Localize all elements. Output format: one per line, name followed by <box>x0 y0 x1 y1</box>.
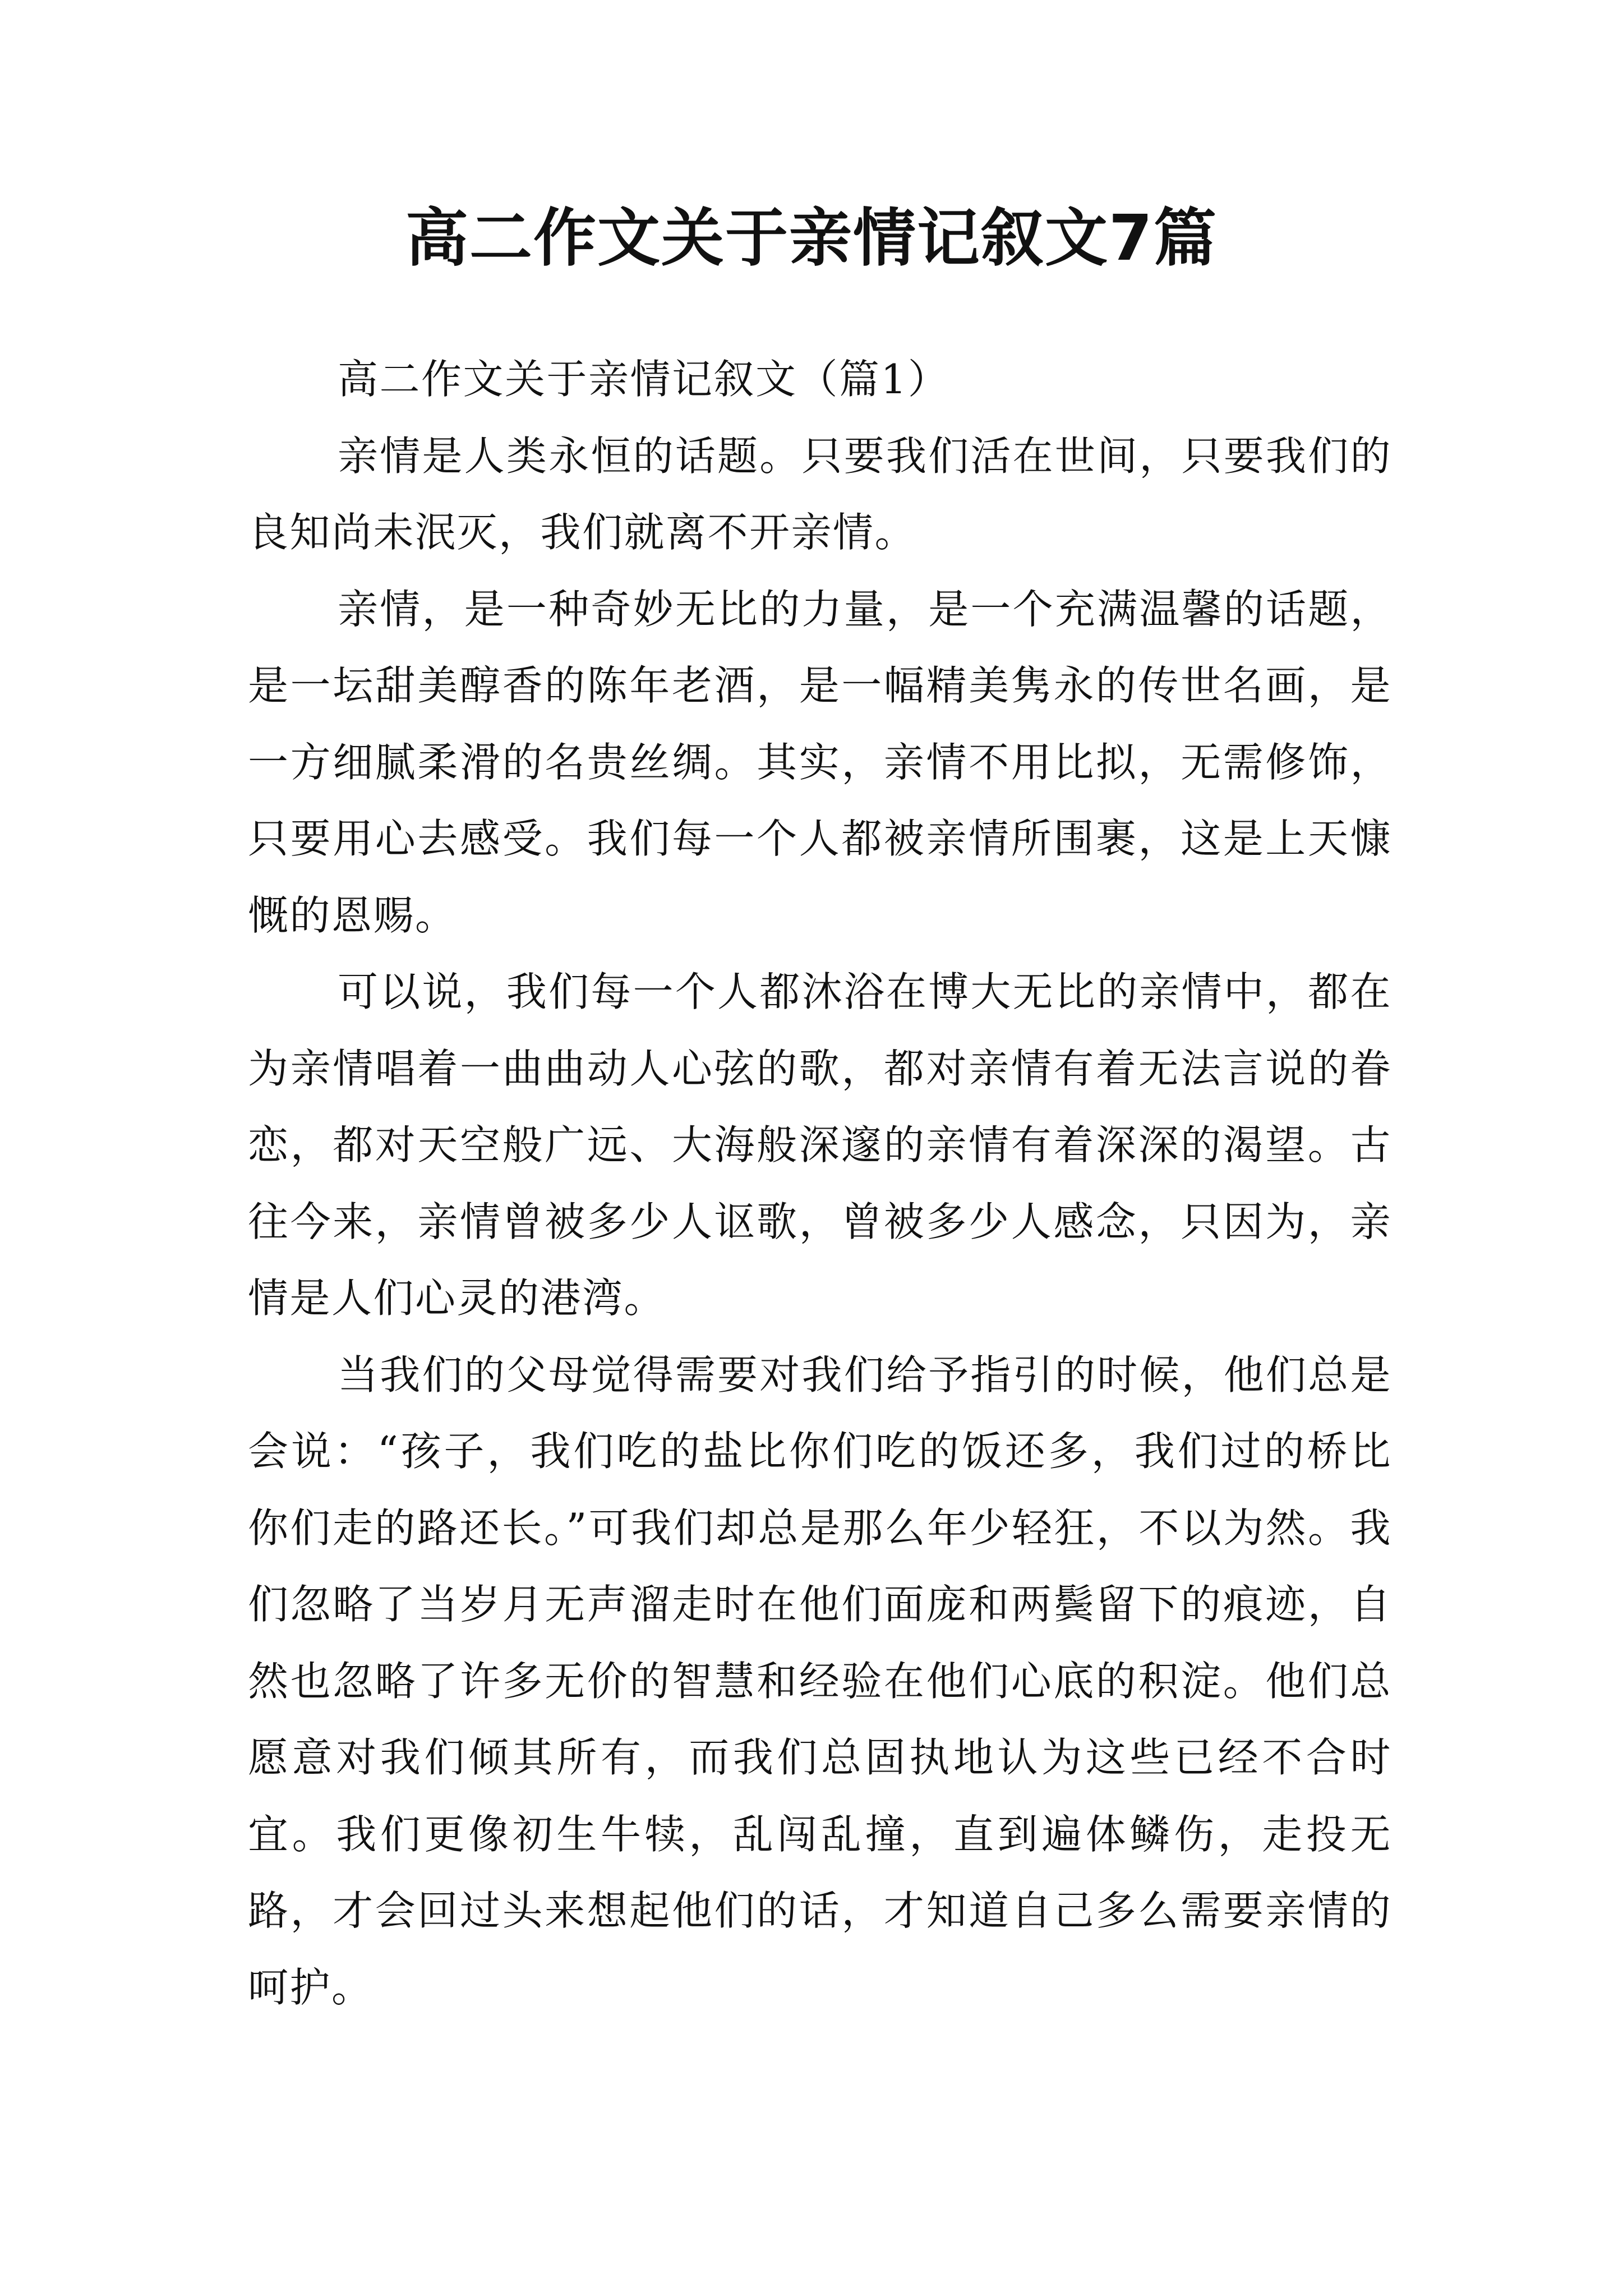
document-title: 高二作文关于亲情记叙文7篇 <box>405 202 1218 275</box>
paragraph: 可以说，我们每一个人都沐浴在博大无比的亲情中，都在为亲情唱着一曲曲动人心弦的歌，都对亲情有着无法言说的眷恋，都对天空般广远、大海般深邃的亲情有着深深的渴望。古往今来，亲情曾被多少人讴歌，曾被多少人感念，只因为，亲情是人们心灵的港湾。 <box>248 968 1392 1322</box>
document-body <box>248 341 1392 2026</box>
paragraph: 亲情是人类永恒的话题。只要我们活在世间，只要我们的良知尚未泯灭，我们就离不开亲情。 <box>248 432 1392 556</box>
paragraph: 亲情，是一种奇妙无比的力量，是一个充满温馨的话题，是一坛甜美醇香的陈年老酒，是一幅精美隽永的传世名画，是一方细腻柔滑的名贵丝绸。其实，亲情不用比拟，无需修饰，只要用心去感受。我们每一个人都被亲情所围裹，这是上天慷慨的恩赐。 <box>248 585 1392 939</box>
paragraph: 当我们的父母觉得需要对我们给予指引的时候，他们总是会说：“孩子，我们吃的盐比你们吃的饭还多，我们过的桥比你们走的路还长。”可我们却总是那么年少轻狂，不以为然。我们忽略了当岁月无声溜走时在他们面庞和两鬓留下的痕迹，自然也忽略了许多无价的智慧和经验在他们心底的积淀。他们总愿意对我们倾其所有，而我们总固执地认为这些已经不合时宜。我们更像初生牛犊，乱闯乱撞，直到遍体鳞伤，走投无路，才会回过头来想起他们的话，才知道自己多么需要亲情的呵护。 <box>248 1351 1392 2011</box>
section-heading: 高二作文关于亲情记叙文（篇1） <box>338 356 950 403</box>
